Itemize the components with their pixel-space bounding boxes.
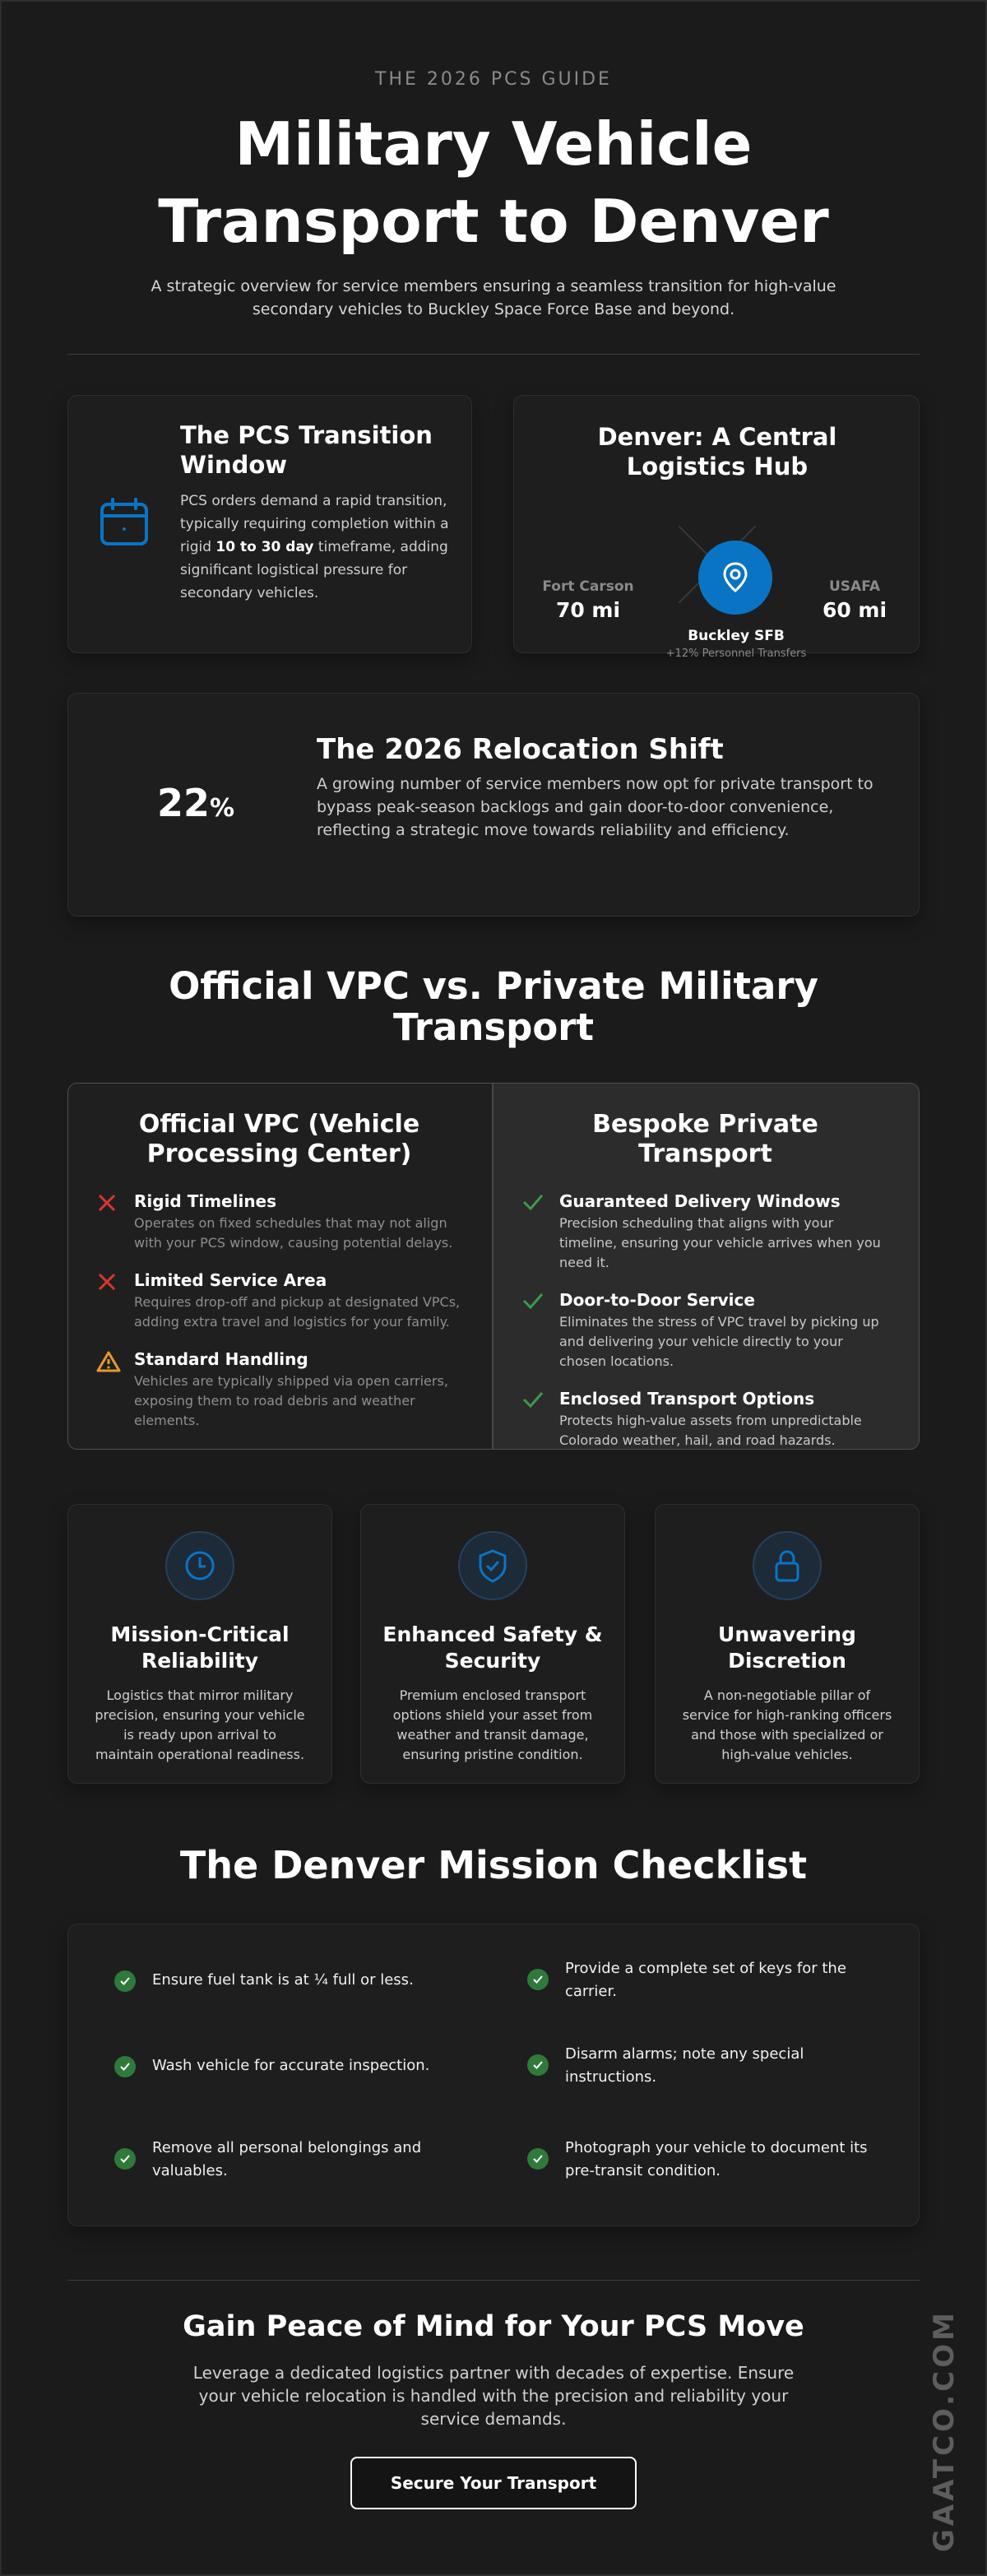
hero-divider [67, 354, 920, 355]
check-circle-icon [114, 2148, 136, 2170]
map-pin-icon [698, 541, 772, 615]
checklist-item [114, 2137, 481, 2183]
private-item-title: Enclosed Transport Options [559, 1389, 815, 1409]
relocation-stat [157, 781, 289, 825]
pcs-window-text-end: timeframe, adding significant logistical pressure for secondary vehicles. [180, 539, 448, 601]
checklist-card [67, 1924, 920, 2226]
buckley-label: Buckley SFB [688, 628, 785, 644]
check-icon [521, 1289, 559, 1372]
feature-desc: Premium enclosed transport options shield your asset from weather and transit damage, ensuring pristine condition. [392, 1687, 593, 1762]
vpc-item [96, 1269, 462, 1332]
check-icon [521, 1191, 559, 1273]
cta-title: Gain Peace of Mind for Your PCS Move [183, 2310, 804, 2343]
calendar-icon [98, 496, 151, 552]
relocation-stat-value: 22 [157, 781, 211, 825]
hero-title-line-2: Transport to Denver [158, 187, 829, 256]
relocation-stat-unit: % [210, 794, 235, 823]
vpc-item-desc: Vehicles are typically shipped via open carriers, exposing them to road debris and weather elements. [134, 1373, 448, 1428]
checklist-item-text: Remove all personal belongings and valuables. [152, 2139, 422, 2179]
pcs-window-text [180, 490, 452, 605]
checklist-item [114, 1969, 481, 1992]
x-icon [96, 1269, 134, 1332]
private-item-desc: Eliminates the stress of VPC travel by picking up and delivering your vehicle directly to your chosen locations. [559, 1314, 879, 1369]
private-item [521, 1289, 889, 1372]
warning-icon [96, 1348, 134, 1431]
denver-hub-card [513, 395, 920, 660]
pcs-window-card [67, 395, 472, 653]
vpc-item [96, 1348, 462, 1431]
official-vpc-title: Official VPC (Vehicle Processing Center) [138, 1110, 420, 1168]
check-circle-icon [114, 1970, 136, 1992]
feature-desc: Logistics that mirror military precision, ensuring your vehicle is ready upon arrival to maintain operational readiness. [95, 1687, 305, 1762]
checklist-item-text: Disarm alarms; note any special instructions. [565, 2045, 804, 2086]
feature-card-discretion [655, 1504, 920, 1784]
checklist-item [527, 2137, 894, 2183]
check-circle-icon [527, 1969, 549, 1990]
check-circle-icon [527, 2148, 549, 2170]
hero-title-line-1: Military Vehicle [234, 109, 753, 179]
check-circle-icon [114, 2056, 136, 2077]
denver-hub-title: Denver: A Central Logistics Hub [597, 423, 837, 480]
hero-kicker: THE 2026 PCS GUIDE [375, 69, 612, 90]
official-vpc-column [68, 1084, 494, 1449]
private-item-title: Guaranteed Delivery Windows [559, 1191, 841, 1211]
feature-title: Mission-Critical Reliability [110, 1622, 290, 1673]
comparison-table [67, 1083, 920, 1450]
relocation-shift-card [67, 693, 920, 917]
private-transport-title: Bespoke Private Transport [592, 1110, 818, 1168]
buckley-note: +12% Personnel Transfers [665, 647, 807, 660]
private-item-desc: Protects high-value assets from unpredictable Colorado weather, hail, and road hazards. [559, 1413, 862, 1448]
checklist-item [114, 2054, 481, 2077]
check-icon [521, 1388, 559, 1450]
checklist-title: The Denver Mission Checklist [179, 1843, 808, 1887]
feature-title: Enhanced Safety & Security [382, 1622, 603, 1673]
feature-desc: A non-negotiable pillar of service for high-ranking officers and those with specialized or high-value vehicles. [682, 1687, 892, 1762]
checklist-item [527, 2043, 894, 2089]
pcs-window-text-start: PCS orders demand a rapid transition, typically requiring completion within a rigid [180, 493, 449, 555]
relocation-shift-text: A growing number of service members now opt for private transport to bypass peak-season backlogs and gain door-to-door convenience, reflecting a strategic move towards reliability and efficiency. [317, 775, 873, 839]
vpc-item-title: Limited Service Area [134, 1270, 327, 1290]
vpc-item [96, 1191, 462, 1253]
checklist-item [527, 1957, 894, 2003]
shield-check-icon [458, 1531, 527, 1600]
checklist-item-text: Provide a complete set of keys for the carrier. [565, 1960, 846, 2000]
lock-icon [753, 1531, 822, 1600]
site-watermark: GAATCO.COM [928, 2309, 961, 2552]
clock-icon [165, 1531, 234, 1600]
private-transport-column [494, 1084, 919, 1449]
private-item-desc: Precision scheduling that aligns with your timeline, ensuring your vehicle arrives when you need it. [559, 1215, 881, 1270]
vpc-item-desc: Operates on fixed schedules that may not align with your PCS window, causing potential delays. [134, 1215, 453, 1251]
pcs-window-title: The PCS Transition Window [180, 421, 433, 479]
vpc-item-title: Rigid Timelines [134, 1191, 277, 1211]
checklist-item-text: Wash vehicle for accurate inspection. [152, 2057, 430, 2074]
cta-subtitle: Leverage a dedicated logistics partner with decades of expertise. Ensure your vehicle relocation is handled with the precision and reliability your service demands. [192, 2363, 795, 2429]
private-item-title: Door-to-Door Service [559, 1290, 755, 1310]
pcs-window-text-highlight: 10 to 30 day [215, 539, 314, 555]
relocation-shift-title: The 2026 Relocation Shift [317, 733, 724, 766]
fort-carson-label: Fort Carson [542, 578, 634, 595]
feature-card-safety [360, 1504, 625, 1784]
secure-transport-button[interactable]: Secure Your Transport [350, 2457, 637, 2509]
fort-carson-distance: 70 mi [555, 598, 621, 622]
checklist-item-text: Photograph your vehicle to document its pre-transit condition. [565, 2139, 868, 2179]
private-item [521, 1388, 889, 1450]
feature-title: Unwavering Discretion [718, 1622, 856, 1673]
check-circle-icon [527, 2054, 549, 2076]
vpc-item-title: Standard Handling [134, 1349, 308, 1369]
private-item [521, 1191, 889, 1273]
usafa-label: USAFA [828, 578, 881, 595]
checklist-item-text: Ensure fuel tank is at ¼ full or less. [152, 1971, 414, 1989]
usafa-distance: 60 mi [822, 598, 887, 622]
hero-title [0, 105, 987, 260]
x-icon [96, 1191, 134, 1253]
hero-subtitle: A strategic overview for service members ensuring a seamless transition for high-value secondary vehicles to Buckley Space Force Base and beyond. [151, 277, 836, 318]
vpc-item-desc: Requires drop-off and pickup at designated VPCs, adding extra travel and logistics for your family. [134, 1294, 461, 1330]
feature-card-reliability [67, 1504, 332, 1784]
cta-divider [67, 2280, 920, 2281]
comparison-title: Official VPC vs. Private Military Transport [169, 964, 818, 1049]
